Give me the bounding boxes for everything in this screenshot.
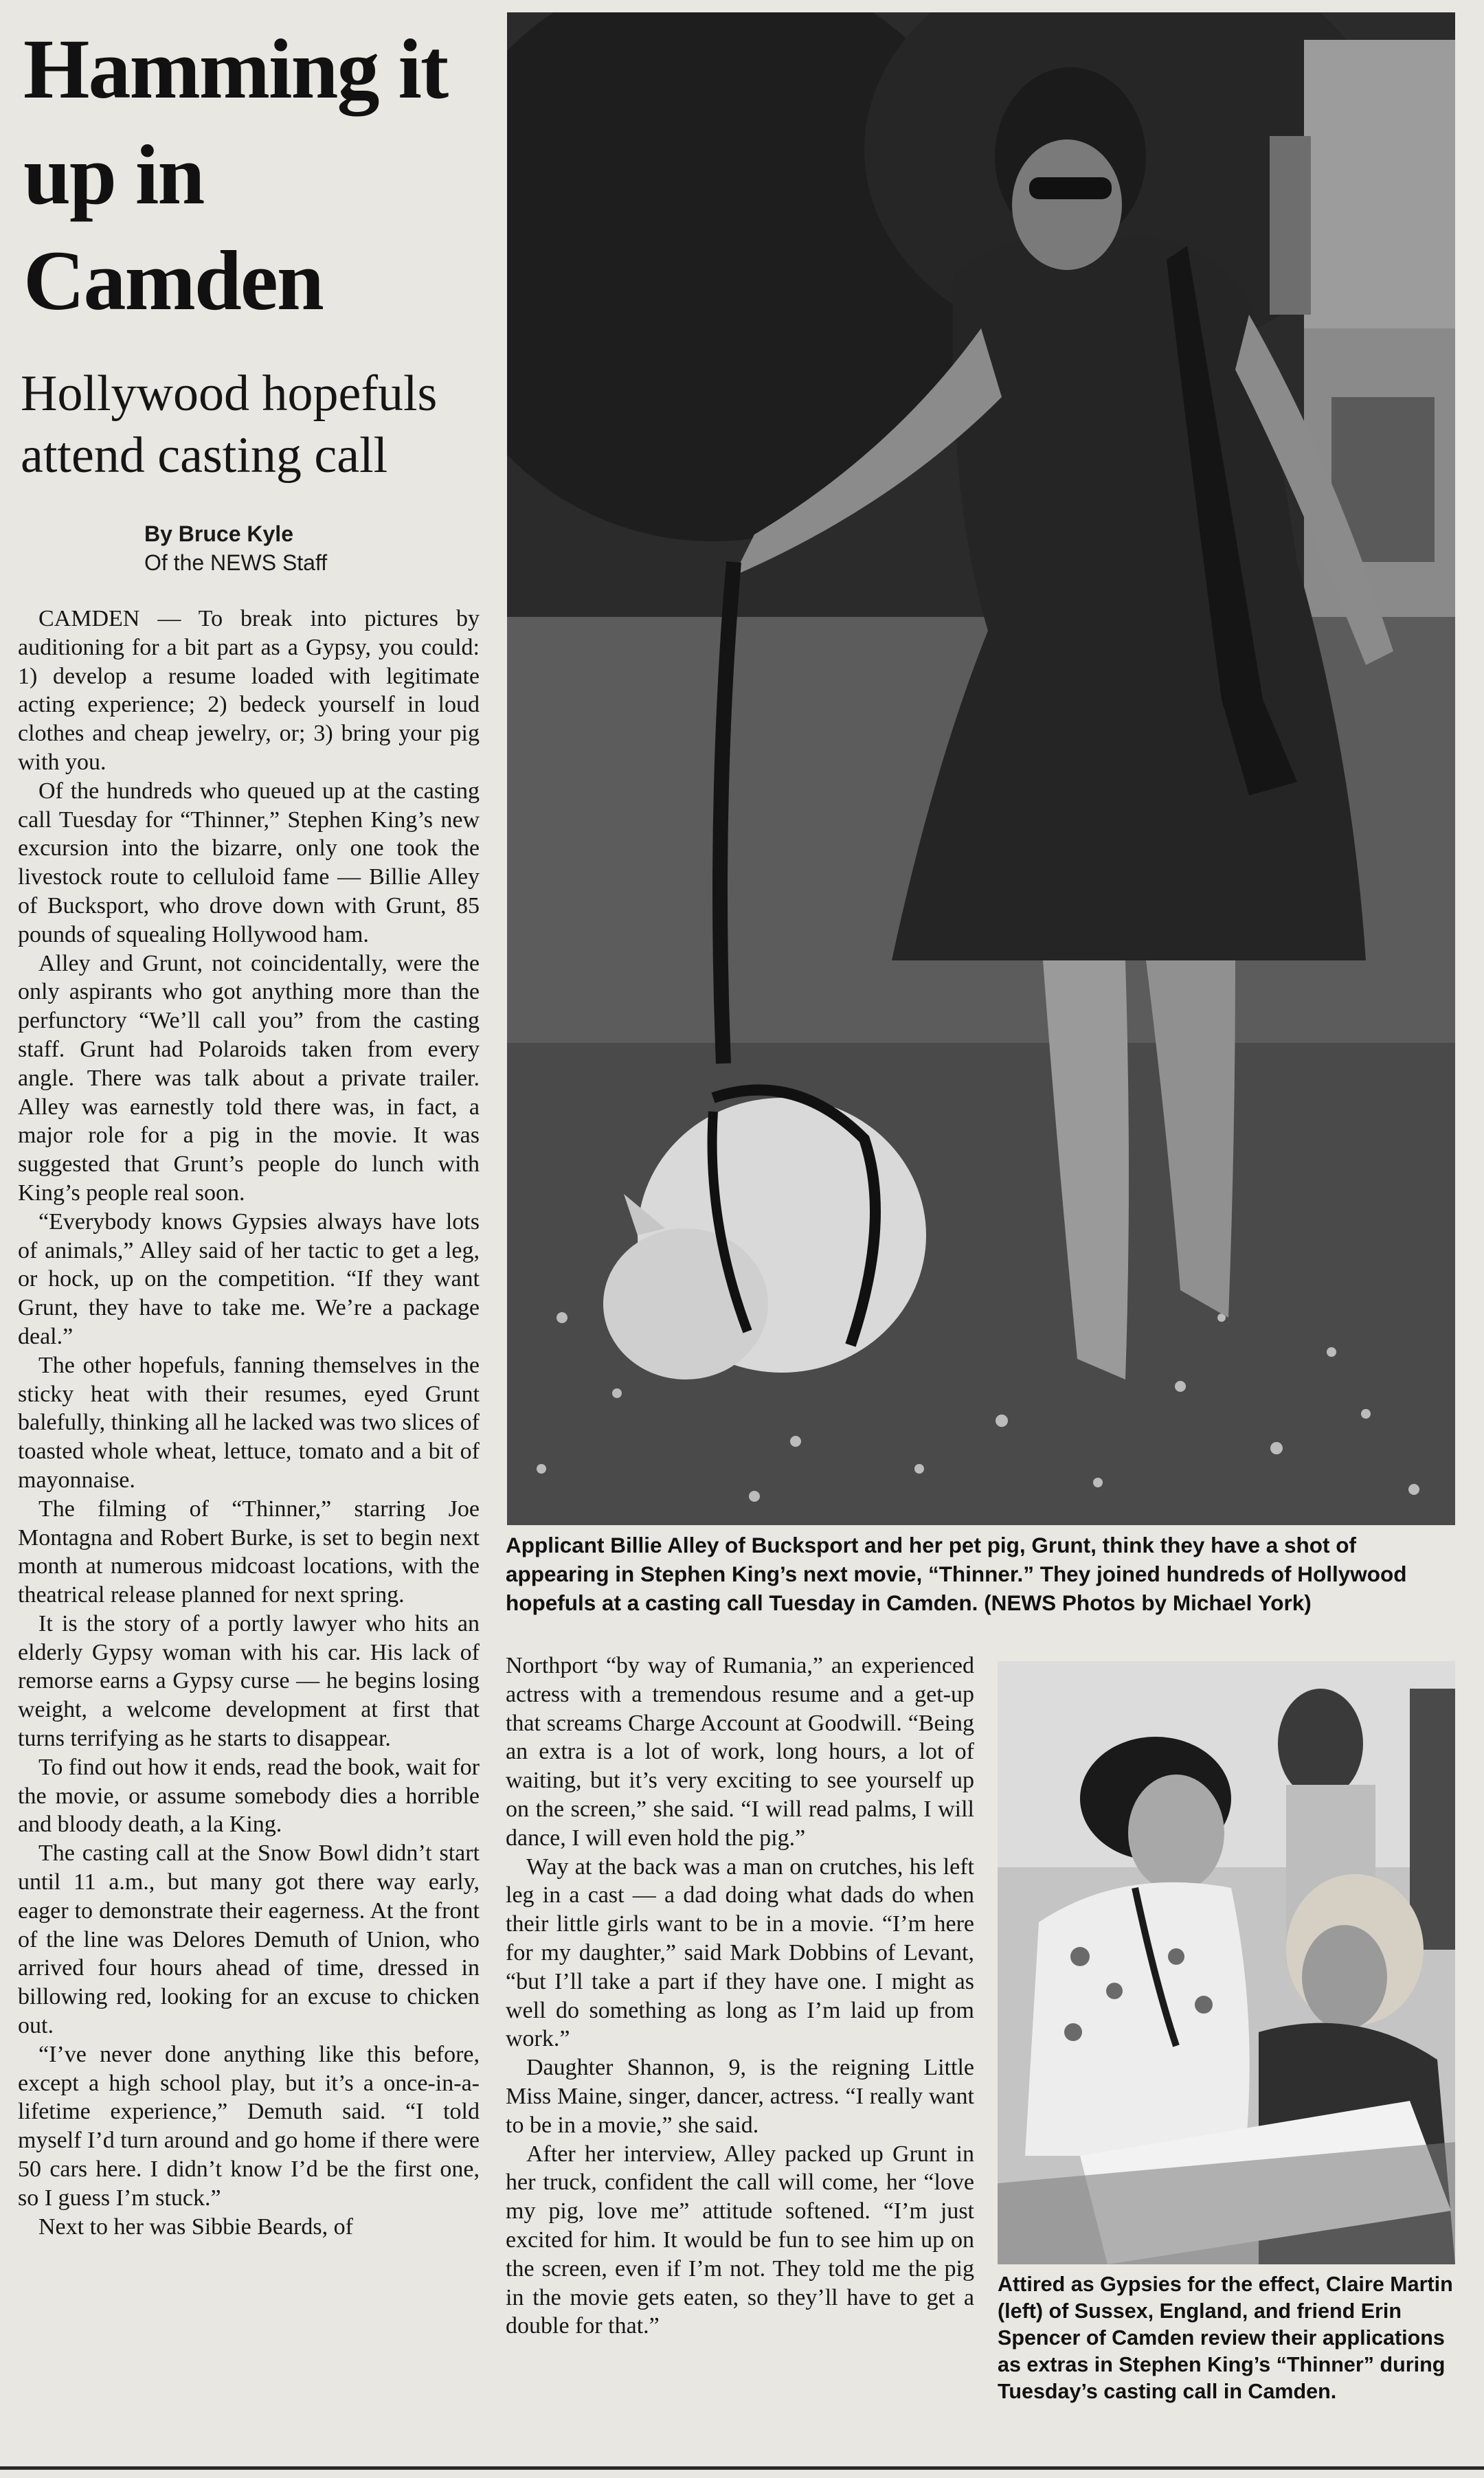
article-column-2 [506,1652,974,2448]
paragraph: To find out how it ends, read the book, wait for the movie, or assume somebody dies a horrible and bloody death, a la King. [18,1754,480,1838]
paragraph: “I’ve never done anything like this before, except a high school play, but it’s a once-in-a-lifetime experience,” Demuth said. “I told myself I’d turn around and go home if there were 50 cars here. I didn’t know I’d be the first one, so I guess I’m stuck.” [18,2041,480,2211]
photo-gypsy-costumes [998,1661,1455,2264]
paragraph: The other hopefuls, fanning themselves in the sticky heat with their resumes, eyed Grunt balefully, thinking all he lacked was two slices of toasted whole wheat, lettuce, tomato and a bit of mayonnaise. [18,1352,480,1493]
photo-woman-with-pig [507,12,1455,1525]
paragraph: Northport “by way of Rumania,” an experienced actress with a tremendous resume and a get-up that screams Charge Account at Goodwill. “Being an extra is a lot of work, long hours, a lot of waiting, but it’s very exciting to see yourself up on the screen,” she said. “I will read palms, I will dance, I will even hold the pig.” [506,1653,974,1851]
photo-woman-with-pig-illustration [507,12,1455,1525]
headline: Hamming it up in Camden [23,22,448,328]
paragraph: Next to her was Sibbie Beards, of [38,2214,353,2240]
subheadline: Hollywood hopefuls attend casting call [21,365,438,484]
paragraph: The casting call at the Snow Bowl didn’t start until 11 a.m., but many got there way early, eager to demonstrate their eagerness. At the front of the line was Delores Demuth of Union, who arrived four hours ahead of time, dressed in billowing red, looking for an excuse to chicken out. [18,1840,480,2039]
photo-gypsy-costumes-illustration [998,1661,1455,2264]
bottom-rule [0,2466,1484,2470]
paragraph: “Everybody knows Gypsies always have lots of animals,” Alley said of her tactic to get a leg, or hock, up on the competition. “If they want Grunt, they have to take me. We’re a package deal.” [18,1208,480,1349]
paragraph: CAMDEN — To break into pictures by auditioning for a bit part as a Gypsy, you could: 1) develop a resume loaded with legitimate acting experience; 2) bedeck yourself in loud clothes and cheap jewelry, or; 3) bring your pig with you. [18,606,480,775]
byline [144,519,433,577]
paragraph: The filming of “Thinner,” starring Joe Montagna and Robert Burke, is set to begin next month at numerous midcoast locations, with the theatrical release planned for next spring. [18,1496,480,1608]
small-photo-caption: Attired as Gypsies for the effect, Claire Martin (left) of Sussex, England, and friend Erin Spencer of Camden review their applications as extras in Stephen King’s “Thinner” during Tuesday’s casting call in Camden. [998,2273,1453,2403]
byline-author: By Bruce Kyle [144,521,293,546]
article-column-1 [18,605,480,2473]
paragraph: It is the story of a portly lawyer who hits an elderly Gypsy woman with his car. His lack of remorse earns a Gypsy curse — he begins losing weight, a welcome development at first that turns terrifying as he starts to disappear. [18,1610,480,1752]
paragraph: Alley and Grunt, not coincidentally, were the only aspirants who got anything more than the perfunctory “We’ll call you” from the casting staff. Grunt had Polaroids taken from every angle. There was talk about a private trailer. Alley was earnestly told there was, in fact, a major role for a pig in the movie. It was suggested that Grunt’s people do lunch with King’s people real soon. [18,950,480,1206]
byline-staff: Of the NEWS Staff [144,550,328,575]
paragraph: Way at the back was a man on crutches, his left leg in a cast — a dad doing what dads do when their little girls want to be in a movie. “I’m here for my daughter,” said Mark Dobbins of Levant, “but I’ll take a part if they have one. I might as well do something as long as I’m laid up from work.” [506,1854,974,2052]
paragraph: After her interview, Alley packed up Grunt in her truck, confident the call will come, her “love my pig, love me” attitude softened. “I’m just excited for him. It would be fun to see him up on the screen, even if I’m not. They told me the pig in the movie gets eaten, so they’ll have to get a double for that.” [506,2141,974,2339]
main-photo-caption: Applicant Billie Alley of Bucksport and her pet pig, Grunt, think they have a shot of appearing in Stephen King’s next movie, “Thinner.” They joined hundreds of Hollywood hopefuls at a casting call Tuesday in Camden. (NEWS Photos by Michael York) [506,1533,1407,1615]
paragraph: Daughter Shannon, 9, is the reigning Little Miss Maine, singer, dancer, actress. “I really want to be in a movie,” she said. [506,2055,974,2138]
paragraph: Of the hundreds who queued up at the casting call Tuesday for “Thinner,” Stephen King’s new excursion into the bizarre, only one took the livestock route to celluloid fame — Billie Alley of Bucksport, who drove down with Grunt, 85 pounds of squealing Hollywood ham. [18,778,480,947]
